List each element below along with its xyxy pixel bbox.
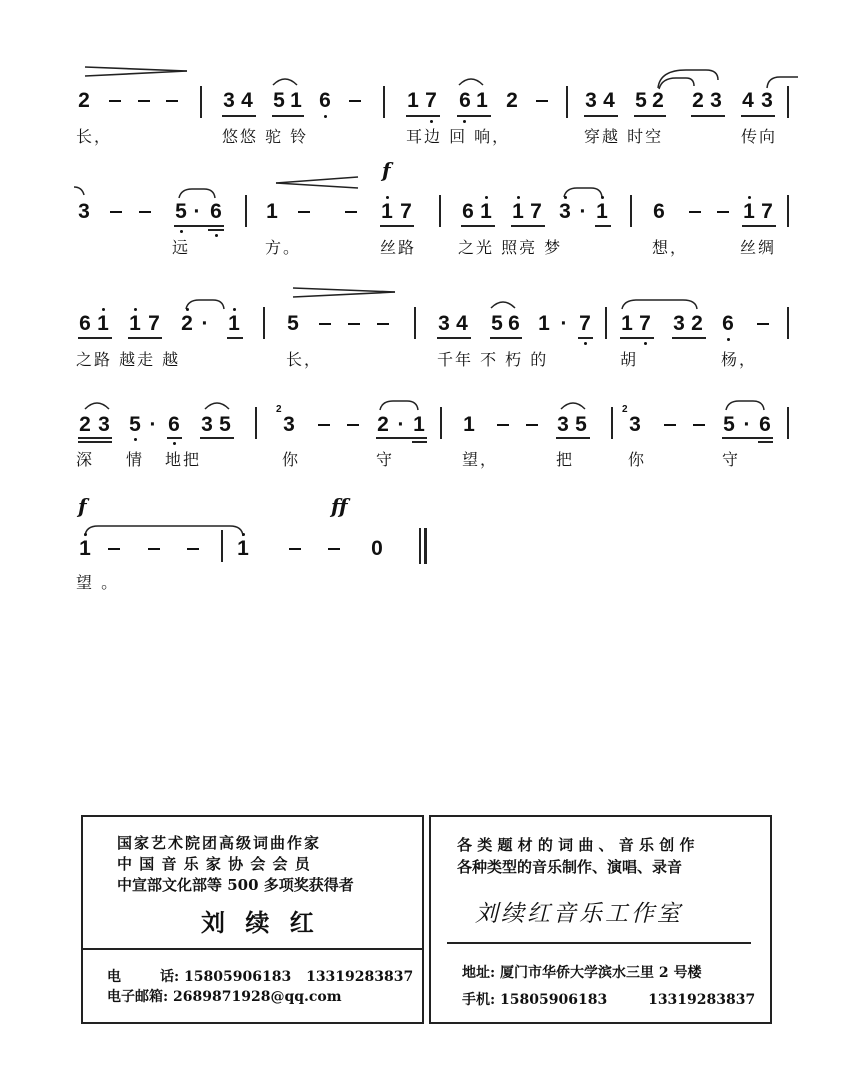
underline (174, 225, 224, 227)
dash (318, 424, 330, 426)
underline (511, 225, 545, 227)
address-value: 厦门市华侨大学滨水三里 2 号楼 (500, 965, 702, 981)
underline (437, 337, 471, 339)
note: 1 (79, 537, 91, 560)
high-octave-dot (233, 308, 236, 311)
underline (78, 337, 112, 339)
tie-continuing (766, 75, 800, 89)
composer-card (81, 815, 424, 1024)
note: 6 (759, 413, 771, 436)
low-octave-dot (180, 230, 183, 233)
note: 1 (512, 200, 524, 223)
note: 1 (407, 89, 419, 112)
dash (689, 211, 701, 213)
dash (347, 424, 359, 426)
email-label: 电子邮箱: (107, 989, 169, 1005)
note: 1 (480, 200, 492, 223)
note: 4 (241, 89, 253, 112)
phone-label: 电 话: (107, 969, 180, 985)
underline (200, 437, 234, 439)
dash (138, 100, 150, 102)
dash (110, 211, 122, 213)
note: 5 (575, 413, 587, 436)
note: 1 (129, 312, 141, 335)
note: 2 (377, 413, 389, 436)
note: 0 (371, 537, 383, 560)
barline (439, 195, 441, 227)
barline (255, 407, 257, 439)
note: 2 (652, 89, 664, 112)
note: 1 (97, 312, 109, 335)
studio-services-1: 各 类 题 材 的 词 曲 、 音 乐 创 作 (457, 836, 695, 854)
dash (298, 211, 310, 213)
note: 7 (639, 312, 651, 335)
final-barline (419, 528, 421, 564)
note: 5 (175, 200, 187, 223)
mobile-line (462, 989, 755, 1009)
note: 1 (476, 89, 488, 112)
underline (380, 225, 414, 227)
low-octave-dot (215, 234, 218, 237)
note: 2 (181, 312, 193, 335)
note: 3 (98, 413, 110, 436)
underline (722, 437, 773, 439)
high-octave-dot (186, 308, 189, 311)
barline (787, 195, 789, 227)
note: 3 (201, 413, 213, 436)
slur (379, 399, 421, 411)
note: 3 (438, 312, 450, 335)
note: 3 (629, 413, 641, 436)
lyric: 长， (76, 127, 113, 146)
underline (620, 337, 654, 339)
note: 1 (228, 312, 240, 335)
note: 6 (210, 200, 222, 223)
low-octave-dot (324, 115, 327, 118)
underline (742, 225, 776, 227)
lyric: 悠悠 驼 铃 (222, 127, 309, 146)
note: 1 (413, 413, 425, 436)
composer-card-divider (83, 948, 422, 950)
barline (787, 86, 789, 118)
note: · (560, 312, 568, 335)
note: 5 (287, 312, 299, 335)
barline (440, 407, 442, 439)
note: 7 (400, 200, 412, 223)
dash (717, 211, 729, 213)
low-octave-dot (173, 442, 176, 445)
underline (128, 337, 162, 339)
note: 7 (425, 89, 437, 112)
slur (185, 298, 227, 310)
tie-from-previous (74, 186, 86, 196)
studio-card-divider (447, 942, 751, 944)
slur (658, 76, 698, 90)
note: 3 (223, 89, 235, 112)
note: 5 (491, 312, 503, 335)
dash (664, 424, 676, 426)
high-octave-dot (84, 533, 87, 536)
note: 6 (459, 89, 471, 112)
phone-line (107, 966, 413, 986)
dash (526, 424, 538, 426)
note: 5 (219, 413, 231, 436)
lyric: 守 (376, 450, 395, 469)
high-octave-dot (601, 196, 604, 199)
note: 7 (148, 312, 160, 335)
note: 1 (237, 537, 249, 560)
mobile-number-2: 13319283837 (648, 992, 756, 1008)
dash (148, 548, 160, 550)
lyric: 之光 照亮 梦 (458, 238, 563, 257)
dash (348, 323, 360, 325)
note: 3 (710, 89, 722, 112)
note: 5 (273, 89, 285, 112)
note: 4 (603, 89, 615, 112)
dash (319, 323, 331, 325)
decrescendo-hairpin (293, 287, 398, 299)
note: 7 (761, 200, 773, 223)
dash (349, 100, 361, 102)
high-octave-dot (517, 196, 520, 199)
dynamic-fortissimo: ff (331, 494, 348, 518)
note: · (579, 200, 587, 223)
note: 4 (456, 312, 468, 335)
high-octave-dot (386, 196, 389, 199)
grace-note: 2 (276, 404, 282, 415)
lyric: 之路 越走 越 (76, 350, 181, 369)
lyric: 穿越 时空 (584, 127, 664, 146)
mobile-label: 手机: (462, 992, 496, 1008)
barline (263, 307, 265, 339)
underline (578, 337, 593, 339)
note: 6 (722, 312, 734, 335)
dash (109, 100, 121, 102)
lyric: 望 。 (76, 573, 120, 592)
low-octave-dot (727, 338, 730, 341)
underline (406, 115, 440, 117)
underline (741, 115, 775, 117)
note: · (397, 413, 405, 436)
lyric: 耳边 回 响， (406, 127, 511, 146)
low-octave-dot (463, 120, 466, 123)
final-barline (424, 528, 427, 564)
slur (490, 299, 516, 309)
note: 2 (78, 89, 90, 112)
slur (178, 187, 218, 199)
dash (139, 211, 151, 213)
composer-awards: 中宣部文化部等 500 多项奖获得者 (117, 876, 354, 894)
underline (208, 229, 224, 231)
note: 3 (559, 200, 571, 223)
note: 5 (129, 413, 141, 436)
barline (787, 407, 789, 439)
barline (787, 307, 789, 339)
note: 2 (79, 413, 91, 436)
note: 3 (78, 200, 90, 223)
barline (221, 530, 223, 562)
dash (345, 211, 357, 213)
lyric: 把 (556, 450, 575, 469)
low-octave-dot (134, 438, 137, 441)
note: 6 (168, 413, 180, 436)
note: 3 (283, 413, 295, 436)
composer-membership: 中 国 音 乐 家 协 会 会 员 (117, 855, 311, 873)
dash (289, 548, 301, 550)
high-octave-dot (102, 308, 105, 311)
note: 1 (381, 200, 393, 223)
high-octave-dot (242, 533, 245, 536)
dash (166, 100, 178, 102)
studio-services-2: 各种类型的音乐制作、演唱、录音 (457, 858, 683, 876)
note: 5 (723, 413, 735, 436)
lyric: 杨， (721, 350, 758, 369)
dash (377, 323, 389, 325)
note: 7 (530, 200, 542, 223)
underline (461, 225, 495, 227)
lyric: 远 (172, 238, 191, 257)
note: 5 (635, 89, 647, 112)
underline (691, 115, 725, 117)
lyric: 方。 (265, 238, 302, 257)
dash (497, 424, 509, 426)
slur (621, 298, 699, 310)
note: 3 (761, 89, 773, 112)
composer-title: 国家艺术院团高级词曲作家 (117, 834, 322, 852)
email-address[interactable]: 2689871928@qq.com (173, 989, 342, 1005)
note: 1 (538, 312, 550, 335)
phone-number-1: 15805906183 (184, 969, 292, 985)
note: 2 (506, 89, 518, 112)
underline (595, 225, 611, 227)
studio-card (429, 815, 772, 1024)
low-octave-dot (430, 120, 433, 123)
dash (536, 100, 548, 102)
underline (78, 441, 112, 443)
lyric: 你 (628, 450, 647, 469)
note: 6 (79, 312, 91, 335)
note: 1 (596, 200, 608, 223)
dash (693, 424, 705, 426)
underline (222, 115, 256, 117)
dynamic-forte: f (78, 494, 87, 518)
note: 1 (290, 89, 302, 112)
barline (611, 407, 613, 439)
underline (490, 337, 522, 339)
dash (187, 548, 199, 550)
note: 7 (579, 312, 591, 335)
note: 3 (585, 89, 597, 112)
address-label: 地址: (462, 965, 496, 981)
note: 6 (319, 89, 331, 112)
lyric: 长， (286, 350, 323, 369)
lyric: 望， (462, 450, 499, 469)
note: · (743, 413, 751, 436)
composer-signature: 刘 续 红 (201, 908, 320, 937)
high-octave-dot (748, 196, 751, 199)
underline (272, 115, 304, 117)
lyric: 你 (282, 450, 301, 469)
slur (563, 186, 605, 198)
underline (78, 437, 112, 439)
underline (556, 437, 590, 439)
address-line (462, 962, 702, 982)
underline (758, 441, 773, 443)
underline (167, 437, 182, 439)
slur (272, 76, 298, 86)
note: · (193, 200, 201, 223)
mobile-number-1: 15805906183 (500, 992, 608, 1008)
barline (566, 86, 568, 118)
note: 2 (691, 312, 703, 335)
note: 3 (673, 312, 685, 335)
slur (458, 76, 484, 86)
note: 3 (557, 413, 569, 436)
dash (328, 548, 340, 550)
studio-signature: 刘续红音乐工作室 (475, 901, 683, 927)
underline (227, 337, 243, 339)
lyric: 胡 (620, 350, 639, 369)
note: 1 (266, 200, 278, 223)
note: 6 (462, 200, 474, 223)
low-octave-dot (644, 342, 647, 345)
note: 1 (743, 200, 755, 223)
underline (457, 115, 491, 117)
high-octave-dot (134, 308, 137, 311)
lyric: 情 (126, 450, 145, 469)
note: 4 (742, 89, 754, 112)
slur (560, 400, 586, 410)
barline (630, 195, 632, 227)
lyric: 想， (652, 238, 689, 257)
low-octave-dot (584, 342, 587, 345)
dash (108, 548, 120, 550)
slur (725, 399, 767, 411)
underline (412, 441, 427, 443)
grace-note: 2 (622, 404, 628, 415)
note: · (201, 312, 209, 335)
lyric: 丝绸 (740, 238, 777, 257)
note: 6 (653, 200, 665, 223)
crescendo-hairpin (276, 176, 361, 190)
underline (584, 115, 618, 117)
lyric: 守 (722, 450, 741, 469)
note: · (149, 413, 157, 436)
lyric: 丝路 (380, 238, 417, 257)
note: 2 (692, 89, 704, 112)
slur (84, 400, 110, 410)
lyric: 深 (76, 450, 95, 469)
lyric: 千年 不 朽 的 (437, 350, 549, 369)
underline (376, 437, 427, 439)
barline (200, 86, 202, 118)
dash (757, 323, 769, 325)
barline (383, 86, 385, 118)
barline (605, 307, 607, 339)
barline (245, 195, 247, 227)
barline (414, 307, 416, 339)
lyric: 传向 (741, 127, 778, 146)
email-line (107, 986, 342, 1006)
high-octave-dot (564, 196, 567, 199)
decrescendo-hairpin (85, 66, 190, 78)
phone-number-2: 13319283837 (306, 969, 414, 985)
underline (672, 337, 706, 339)
high-octave-dot (485, 196, 488, 199)
note: 6 (508, 312, 520, 335)
note: 1 (463, 413, 475, 436)
lyric: 地把 (165, 450, 202, 469)
slur (204, 400, 230, 410)
underline (634, 115, 666, 117)
dynamic-forte: f (382, 158, 391, 182)
note: 1 (621, 312, 633, 335)
